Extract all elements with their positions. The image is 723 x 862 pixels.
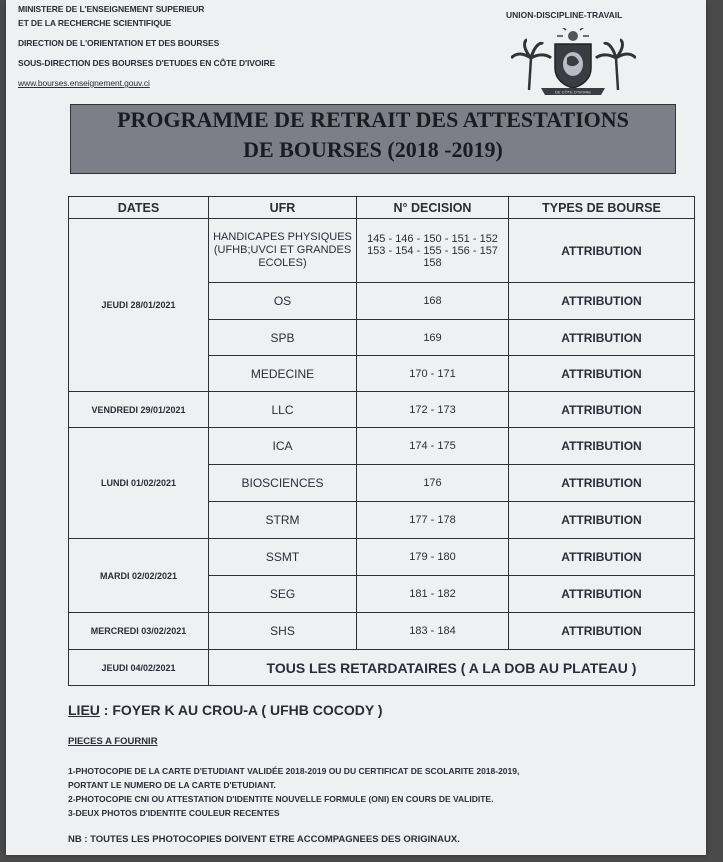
direction-line: DIRECTION DE L'ORIENTATION ET DES BOURSES [18,38,220,48]
decision-cell: 177 - 178 [357,502,509,539]
list-item: 3-DEUX PHOTOS D'IDENTITE COULEUR RECENTES [68,808,280,818]
column-header-ufr: UFR [209,197,357,219]
table-row-latecomers [69,650,695,686]
document-page [6,0,706,855]
ufr-cell: ICA [209,428,357,465]
decision-cell: 174 - 175 [357,428,509,465]
svg-text:DE CÔTE D'IVOIRE: DE CÔTE D'IVOIRE [554,89,592,95]
decision-cell: 169 [357,320,509,356]
decision-cell: 179 - 180 [357,539,509,576]
type-cell: ATTRIBUTION [509,539,695,576]
ufr-cell: SEG [209,576,357,613]
nb-note: NB : TOUTES LES PHOTOCOPIES DOIVENT ETRE ACCOMPAGNEES DES ORIGINAUX. [68,834,460,845]
decision-cell: 176 [357,465,509,502]
type-cell: ATTRIBUTION [509,613,695,650]
title-line-1: PROGRAMME DE RETRAIT DES ATTESTATIONS [117,107,629,132]
date-cell: MARDI 02/02/2021 [69,539,209,613]
list-item: 2-PHOTOCOPIE CNI OU ATTESTATION D'IDENTITE NOUVELLE FORMULE (ONI) EN COURS DE VALIDITE. [68,794,494,804]
footer-section [68,702,688,845]
latecomers-cell: TOUS LES RETARDATAIRES ( A LA DOB AU PLATEAU ) [209,650,695,686]
decision-cell: 170 - 171 [357,356,509,392]
location-label: LIEU [68,702,100,718]
date-cell: VENDREDI 29/01/2021 [69,392,209,428]
table-row [69,539,695,576]
list-item: PORTANT LE NUMERO DE LA CARTE D'ETUDIANT. [68,780,276,790]
date-cell: JEUDI 28/01/2021 [69,219,209,392]
table-header-row [69,197,695,219]
type-cell: ATTRIBUTION [509,576,695,613]
list-item: 1-PHOTOCOPIE DE LA CARTE D'ETUDIANT VALIDÉE 2018-2019 OU DU CERTIFICAT DE SCOLARITE 2018-2019, [68,766,520,776]
type-cell: ATTRIBUTION [509,219,695,283]
ufr-cell: STRM [209,502,357,539]
table-row [69,392,695,428]
decision-cell: 172 - 173 [357,392,509,428]
type-cell: ATTRIBUTION [509,356,695,392]
ufr-cell: MEDECINE [209,356,357,392]
table-row [69,428,695,465]
ufr-cell: HANDICAPES PHYSIQUES (UFHB;UVCI ET GRANDES ECOLES) [209,219,357,283]
decision-cell: 183 - 184 [357,613,509,650]
sub-direction-line: SOUS-DIRECTION DES BOURSES D'ETUDES EN CÔTE D'IVOIRE [18,58,276,68]
ufr-cell: LLC [209,392,357,428]
decision-cell: 181 - 182 [357,576,509,613]
date-cell: MERCREDI 03/02/2021 [69,613,209,650]
national-motto: UNION-DISCIPLINE-TRAVAIL [506,10,623,20]
ufr-cell: SSMT [209,539,357,576]
table-row [69,219,695,283]
type-cell: ATTRIBUTION [509,283,695,320]
location-line [68,702,688,718]
decision-cell: 168 [357,283,509,320]
decision-cell: 145 - 146 - 150 - 151 - 152 153 - 154 - 155 - 156 - 157 158 [357,219,509,283]
documents-list [68,764,688,820]
table-row [69,613,695,650]
document-title [70,104,676,174]
title-line-2: DE BOURSES (2018 -2019) [243,137,503,162]
website-link[interactable]: www.bourses.enseignement.gouv.ci [18,78,150,88]
documents-heading: PIECES A FOURNIR [68,736,158,747]
ministry-header [18,2,275,90]
date-cell: LUNDI 01/02/2021 [69,428,209,539]
coat-of-arms-icon [511,28,636,96]
type-cell: ATTRIBUTION [509,392,695,428]
type-cell: ATTRIBUTION [509,502,695,539]
type-cell: ATTRIBUTION [509,465,695,502]
location-value: : FOYER K AU CROU-A ( UFHB COCODY ) [99,702,383,718]
ministry-line: ET DE LA RECHERCHE SCIENTIFIQUE [18,18,172,28]
type-cell: ATTRIBUTION [509,320,695,356]
type-cell: ATTRIBUTION [509,428,695,465]
schedule-table [68,196,695,686]
date-cell: JEUDI 04/02/2021 [69,650,209,686]
column-header-type: TYPES DE BOURSE [509,197,695,219]
ufr-cell: SPB [209,320,357,356]
ufr-cell: BIOSCIENCES [209,465,357,502]
ufr-cell: OS [209,283,357,320]
column-header-dates: DATES [69,197,209,219]
ministry-line: MINISTERE DE L'ENSEIGNEMENT SUPERIEUR [18,4,205,14]
column-header-decision: N° DECISION [357,197,509,219]
ufr-cell: SHS [209,613,357,650]
